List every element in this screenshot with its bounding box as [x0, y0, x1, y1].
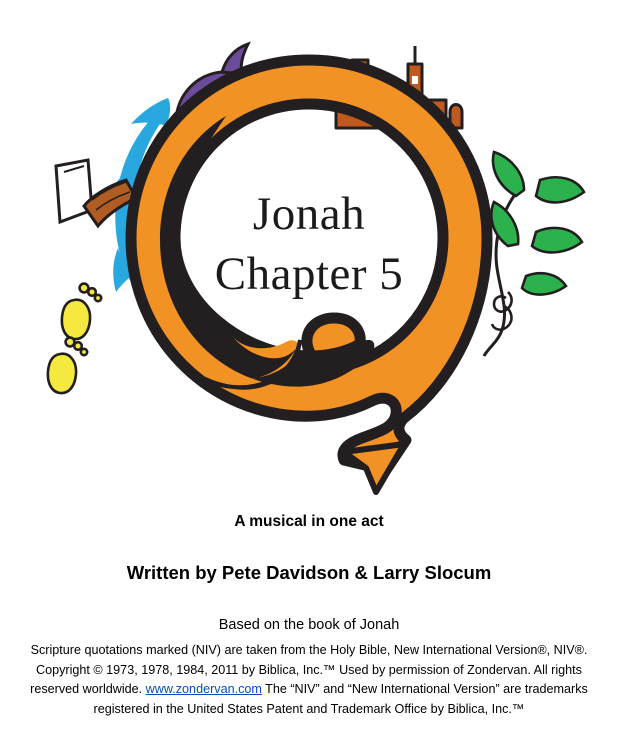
copyright-notice — [28, 641, 590, 719]
byline: Written by Pete Davidson & Larry Slocum — [126, 562, 492, 583]
footprints-icon — [48, 284, 101, 393]
copyright-text-part1: Scripture quotations marked (NIV) are taken from the Holy Bible, New International Version®, NIV®. Copyright © 1973, 1978, 1984, 2011 by Biblica, Inc.™ Used by permission of Zondervan. All rights reserved worldwide. — [30, 643, 588, 696]
copyright-text-part2: The “NIV” and “New International Version” are trademarks registered in the United States Patent and Trademark Office by Biblica, Inc.™ — [93, 682, 588, 716]
based-on-line: Based on the book of Jonah — [218, 617, 400, 633]
title-line-1: Jonah — [252, 188, 366, 240]
vine-icon — [484, 152, 584, 356]
title-line-2: Chapter 5 — [214, 248, 404, 300]
swirl-circle-icon — [131, 60, 487, 492]
subtitle: A musical in one act — [234, 513, 384, 530]
zondervan-link[interactable]: www.zondervan.com — [145, 682, 262, 696]
